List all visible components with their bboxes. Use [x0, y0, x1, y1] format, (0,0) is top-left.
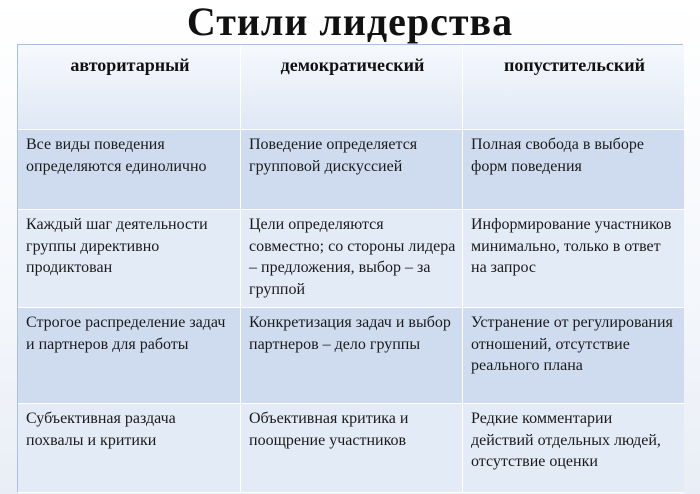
- column-header-authoritarian: авторитарный: [18, 45, 241, 130]
- table-cell: Объективная критика и поощрение участников: [241, 404, 463, 493]
- table-cell: Цели определяются совместно; со стороны лидера – предложения, выбор – за группой: [241, 210, 463, 308]
- table-cell: Информирование участников минимально, только в ответ на запрос: [463, 210, 684, 308]
- table-cell: Каждый шаг деятельности группы директивно продиктован: [18, 210, 241, 308]
- table-cell: Все виды поведения определяются единолично: [18, 130, 241, 210]
- leadership-styles-table: [17, 44, 683, 492]
- table-cell: Строгое распределение задач и партнеров для работы: [18, 308, 241, 404]
- table-cell: Субъективная раздача похвалы и критики: [18, 404, 241, 493]
- column-header-permissive: попустительский: [463, 45, 684, 130]
- table-cell: Полная свобода в выборе форм поведения: [463, 130, 684, 210]
- table-cell: Редкие комментарии действий отдельных людей, отсутствие оценки: [463, 404, 684, 493]
- table-cell: Конкретизация задач и выбор партнеров – дело группы: [241, 308, 463, 404]
- table-cell: Поведение определяется групповой дискуссией: [241, 130, 463, 210]
- column-header-democratic: демократический: [241, 45, 463, 130]
- table-cell: Устранение от регулирования отношений, отсутствие реального плана: [463, 308, 684, 404]
- page-title: Стили лидерства: [186, 0, 514, 44]
